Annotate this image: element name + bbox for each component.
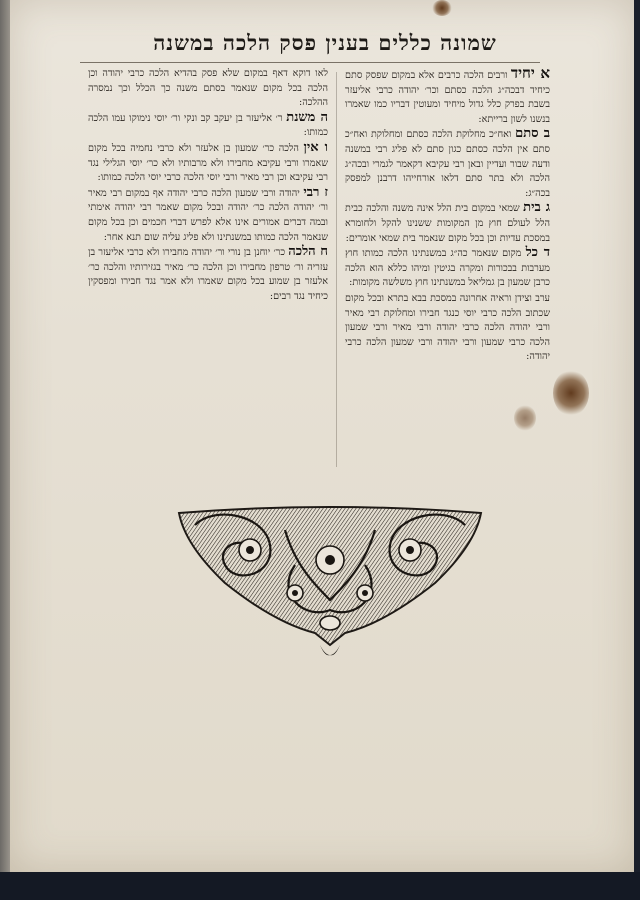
paragraph-10 [88,245,328,304]
paragraph-text-1: ורבים הלכה כרבים אלא במקום שפסק סתם כיחיד דבכה״ג הלכה כסתם וכר׳ יהודה כרבי אליעזר בשבת בפרק כלל גדול מיחיד ומעוטין דבריו כמו שאמרו בנשנו לשון ברייתא: [345,70,550,125]
paragraph-text-8: הלכה כר׳ שמעון בן אלעזר ולא כרבי נחמיה בכל מקום שאמרו ורבי עקיבא מחבירו ולא מרבותיו ולא כר׳ יוסי הגלילי נגד רבי עקיבא וכן רבי מאיר ורבי יוסי הלכה כרבי יוסי הלכה כמותו: [88,142,328,184]
column-divider [336,72,337,467]
paragraph-9 [88,186,328,245]
page-title: שמונה כללים בענין פסק הלכה במשנה [153,30,497,55]
paragraph-1 [345,66,550,127]
paragraph-8 [88,141,328,186]
title-rule [80,62,540,63]
paragraph-text-6: לאו דוקא דאף במקום שלא פסק בהדיא הלכה כרבי יהודה וכן הלכה בכל מקום שנאמר בסתם משנה כך הכלל וכך נמסרה ההלכה: [88,68,328,109]
lemma-9: ז רבי [303,184,328,200]
lemma-1: א יחיד [510,64,550,82]
paragraph-5 [345,291,550,365]
woodcut-tailpiece-ornament-icon [175,505,485,670]
right-text-column [345,66,550,365]
water-stain-small [514,405,536,431]
paragraph-7 [88,111,328,141]
paragraph-text-5: ערב וצידן וראיה אחרונה במסכת בבא בתרא ובכל מקום שכתוב הלכה כרבי יוסי כנגד חבירו ומחלוקת רבי מאיר ורבי יהודה הלכה כרבי יהודה ורבי מאיר ורבי שמעון הלכה כרבי שמעון ורבי יהודה ורבי שמעון הלכה כרבי יהודה: [345,292,550,363]
paragraph-text-4: מקום שנאמר כה״ג במשנתינו הלכה כמותו חוץ מערבות בבכורות ומקרה בגיטין ומיהו כללא הוא הלכה כרבן שמעון בן גמליאל במשנתינו חוץ משלשה מקומות: [345,248,550,289]
lemma-3: ג בית [523,200,550,216]
paragraph-6 [88,66,328,111]
scan-background-band [0,872,640,900]
lemma-7: ה משנת [286,109,328,125]
lemma-10: ח הלכה [288,244,328,260]
lemma-4: ד כל [525,245,550,261]
paragraph-text-3: שמאי במקום בית הלל אינה משנה והלכה כבית הלל לעולם חוץ מן המקומות ששנינו להקל ולחומרא במסכת עדיות וכן בכל מקום שנאמר בית שמאי אומרים: [345,203,550,244]
paragraph-text-7: ר׳ אליעזר בן יעקב קב ונקי ור׳ יוסי נימוקו עמו הלכה כמותו: [88,112,328,139]
ink-stain [432,0,452,16]
paragraph-text-10: כר׳ יוחנן בן נורי ור׳ יהודה מחבירו ולא כרבי אליעזר בן עזריה ור׳ טרפון מחבירו וכן הלכה כר׳ מאיר בגזירותיו והלכה כר׳ אלעזר בן שמוע בכל מקום שאמרו ולא אמר נגד חבירו ומפסקין כיחיד נגד רבים: [88,247,328,302]
paragraph-text-9: יהודה ורבי שמעון הלכה כרבי יהודה אף במקום רבי מאיר ור׳ יהודה הלכה כר׳ יהודה ובכל מקום שאמר רבי יהודה אימתי ובמה דברים אמורים אינו אלא לפרש דברי חכמים וכן בכל מקום שנאמר הלכה כמותו במשנתינו ולא פליג עליה שום תנא אחר: [88,187,328,243]
water-stain [553,370,589,416]
paragraph-3 [345,201,550,246]
paragraph-4 [345,246,550,291]
left-text-column [88,66,328,305]
lemma-2: ב סתם [515,126,550,142]
paragraph-text-2: ואח״כ מחלוקת הלכה כסתם ומחלוקת ואח״כ סתם אין הלכה כסתם כגון סתם לא פליג רבי במשנה ודעה שבור ועדיין ובאן רבי עקיבא דקאמר לגמרי ובכה״ג הלכה ולא בתר סתם דלאו אורחייהו דרבנן למפסק בכה״ג: [345,129,550,199]
lemma-8: ו אין [303,139,328,155]
paragraph-2 [345,127,550,201]
